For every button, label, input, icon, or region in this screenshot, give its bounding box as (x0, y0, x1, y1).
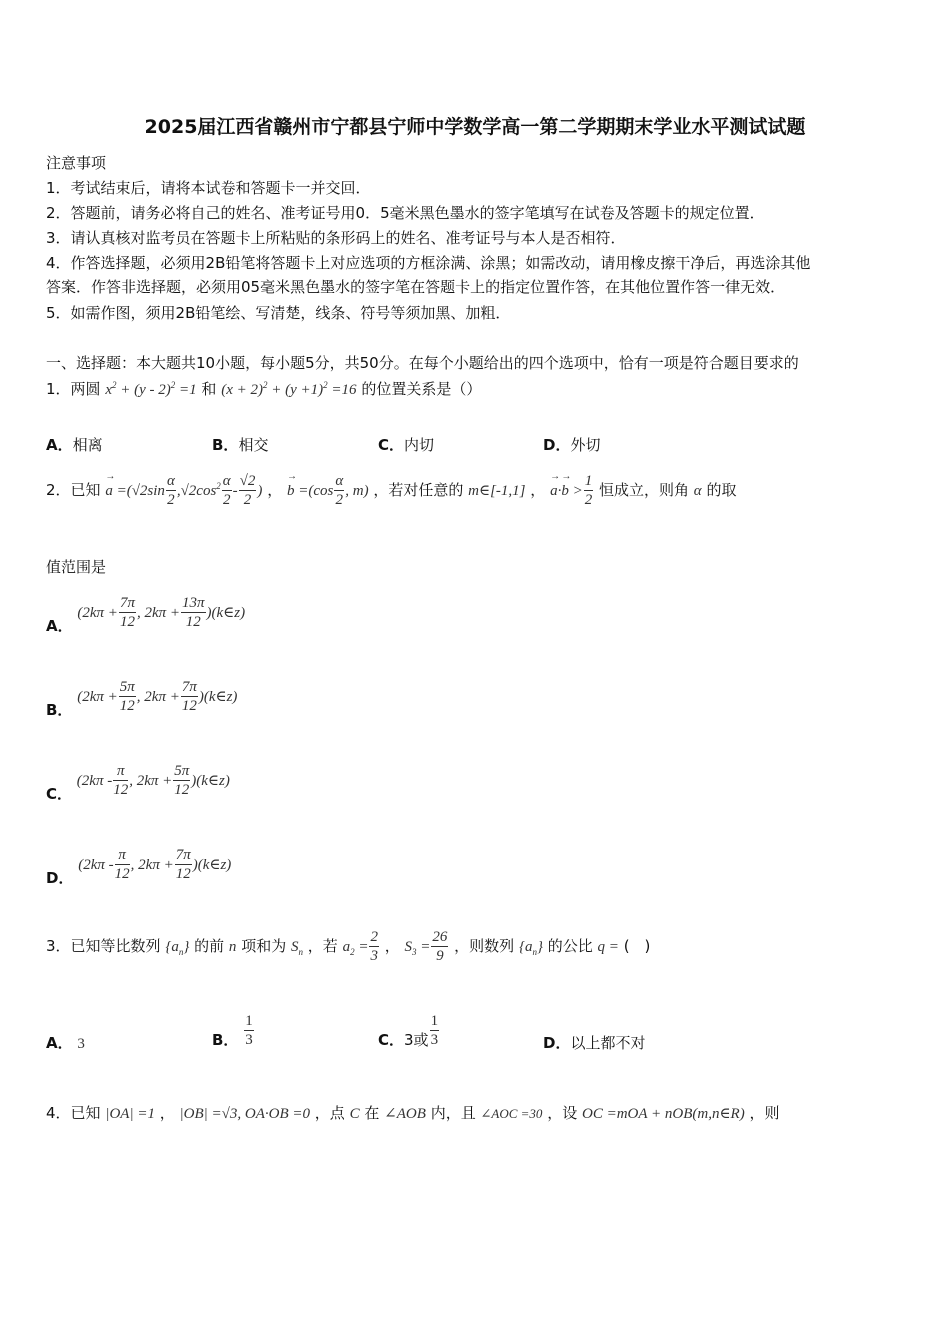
notice-item: 答案．作答非选择题，必须用05毫米黑色墨水的签字笔在答题卡上的指定位置作答，在其他位置作答一律无效． (46, 278, 786, 296)
math-sn: $S_n$ (290, 939, 303, 957)
option-a: A． (2kπ + $\frac{7\pi}{12}$ , 2kπ + $\frac{13\pi}{12}$ )(k∈z) (46, 595, 246, 635)
question-text: ，则数列 (454, 937, 515, 955)
question-text: 在 (364, 1104, 380, 1122)
math-angle-aob: ∠AOB (384, 1106, 426, 1122)
option-math: (2kπ + (77, 689, 118, 705)
option-d: D．外切 (543, 436, 601, 454)
question-number: 1．两圆 (46, 380, 101, 398)
page-title: 2025届江西省赣州市宁都县宁师中学数学高一第二学期期末学业水平测试试题 (144, 116, 806, 138)
math-ob: |OB| =√3, OA·OB =0 (179, 1106, 310, 1122)
question-text: 和 (201, 380, 217, 398)
question-text: 的位置关系是（） (361, 380, 482, 398)
math-circle-1: $x^2 + (y - 2)^2 =1$ (105, 380, 197, 398)
question-4 (46, 1102, 780, 1123)
section-heading: 一、选择题：本大题共10小题，每小题5分，共50分。在每个小题给出的四个选项中，恰有一项是符合题目要求的 (46, 354, 799, 372)
notice-item: 2．答题前，请务必将自己的姓名、准考证号用0．5毫米黑色墨水的签字笔填写在试卷及答题卡的规定位置． (46, 204, 765, 222)
option-a: A．相离 (46, 436, 103, 454)
question-text: ， (384, 937, 400, 955)
question-3: 3．已知等比数列 $\{a_n\}$ 的前 n 项和为 $S_n$ ，若 $a_2$ = $\frac{2}{3}$ ， $S_3$ = $\frac{26}{9}$ ，则数列 $\{a_n\}$ 的公比 q = ( ) (46, 929, 651, 964)
question-text: 恒成立，则角 (598, 481, 689, 499)
question-text: 内，且 (430, 1104, 476, 1122)
notice-item: 5．如需作图，须用2B铅笔绘、写清楚，线条、符号等须加黑、加粗． (46, 304, 511, 322)
math-angle-aoc: ∠AOC =30 (480, 1106, 543, 1121)
question-2-continued: 值范围是 (46, 558, 107, 576)
question-text: ，若对任意的 (373, 481, 464, 499)
question-text: ， (267, 481, 283, 499)
math-vector-a: → a =(√2sin (105, 483, 165, 499)
option-math: (2kπ - (78, 857, 114, 873)
question-text: ， (159, 1104, 175, 1122)
question-text: 的公比 (547, 937, 593, 955)
math-a2: $a_2$ = (342, 939, 369, 957)
math-circle-2: $(x + 2)^2 + (y +1)^2 =16$ (221, 380, 357, 398)
math-alpha: α (693, 483, 702, 499)
math-oc: OC =mOA + nOB(m,n∈R) (581, 1106, 745, 1122)
question-2: 2．已知 → a =(√2sin $\frac{\alpha}{2}$ $,√2\cos^2$ $\frac{\alpha}{2}$ - $\frac{√2}{2}$ ) ， → b =(cos $\frac{\alpha}{2}$ , m) ，若对任意的 m∈[-1,1] ， → a·→ b > $\frac{1}{2}$ 恒成立，则角 α 的取 (46, 472, 736, 509)
question-text: ，设 (547, 1104, 578, 1122)
notice-item: 3．请认真核对监考员在答题卡上所粘贴的条形码上的姓名、准考证号与本人是否相符． (46, 229, 626, 247)
option-b: B．相交 (212, 436, 269, 454)
math-n: n (228, 939, 237, 955)
question-text: 的取 (706, 481, 737, 499)
option-math: (2kπ + (77, 605, 118, 621)
notice-item: 4．作答选择题，必须用2B铅笔将答题卡上对应选项的方框涂满、涂黑；如需改动，请用橡皮擦干净后，再选涂其他 (46, 254, 811, 272)
question-number: 3．已知等比数列 (46, 937, 161, 955)
question-text: 的前 (194, 937, 225, 955)
option-d: D．以上都不对 (543, 1034, 646, 1052)
option-c: C．3或 $\frac{1}{3}$ (378, 1013, 439, 1049)
option-a: A． 3 (46, 1034, 85, 1052)
math-sequence: $\{a_n\}$ (165, 939, 190, 957)
option-b: B． $\frac{1}{3}$ (212, 1013, 253, 1049)
question-text: ，则 (749, 1104, 780, 1122)
math-q: q = (597, 939, 619, 955)
math-range-m: m∈[-1,1] (468, 483, 526, 499)
question-text: ，点 (314, 1104, 345, 1122)
math-sequence: $\{a_n\}$ (518, 939, 543, 957)
notice-item: 1．考试结束后，请将本试卷和答题卡一并交回． (46, 179, 371, 197)
option-b: B． (2kπ + $\frac{5\pi}{12}$ , 2kπ + $\frac{7\pi}{12}$ )(k∈z) (46, 679, 238, 719)
question-text: ， (530, 481, 546, 499)
math-vector-b: → b =(cos (287, 483, 333, 499)
math-oa: |OA| =1 (105, 1106, 155, 1122)
math-dot-product: → a·→ b > (550, 483, 583, 499)
option-c: C．内切 (378, 436, 435, 454)
question-number: 4．已知 (46, 1104, 101, 1122)
math-c: C (349, 1106, 360, 1122)
question-number: 2．已知 (46, 481, 101, 499)
option-c: C． (2kπ - $\frac{\pi}{12}$ , 2kπ + $\frac{5\pi}{12}$ )(k∈z) (46, 763, 230, 803)
option-d: D． (2kπ - $\frac{\pi}{12}$ , 2kπ + $\frac{7\pi}{12}$ )(k∈z) (46, 847, 232, 887)
question-text: ( ) (623, 937, 651, 955)
math-s3: $S_3$ = (404, 939, 431, 957)
question-1 (46, 378, 481, 399)
question-text: 项和为 (241, 937, 287, 955)
question-text: ，若 (307, 937, 338, 955)
notice-heading: 注意事项 (46, 154, 107, 172)
option-math: (2kπ - (76, 773, 113, 789)
